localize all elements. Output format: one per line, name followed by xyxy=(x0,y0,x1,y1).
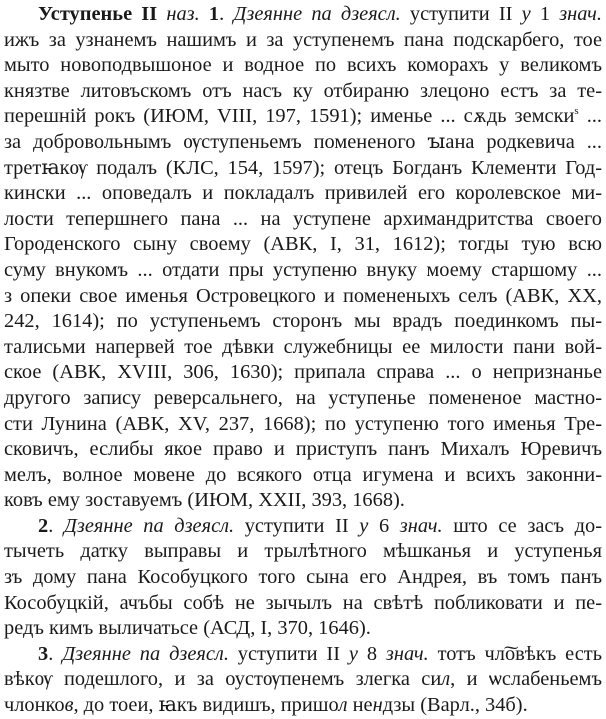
text-line xyxy=(4,693,602,719)
text-segment: 242, 1614); по уступеньемъ сторонъ мы врадъ поединкомъ пы- xyxy=(4,310,602,333)
text-line xyxy=(4,104,602,130)
text-line xyxy=(4,616,602,642)
text-line xyxy=(4,591,602,617)
text-segment: дзы (Варл., 34б). xyxy=(382,694,528,717)
italic-text: Дзеянне па дзеясл. xyxy=(63,514,235,537)
bold-text: 1 xyxy=(208,3,220,25)
text-segment: ское (АВК, XVIII, 306, 1630); припала справа ... о непризнанье xyxy=(4,361,602,384)
bold-text: Уступенье II xyxy=(38,3,158,25)
text-line xyxy=(4,207,602,233)
text-segment: . xyxy=(48,514,64,537)
bold-text: 3 xyxy=(38,642,49,665)
text-line xyxy=(4,2,602,28)
text-segment: уступити II xyxy=(228,642,349,665)
text-segment: тычеть датку выправы и трылѣтного мѣшканья и уступенья xyxy=(4,540,602,563)
italic-text: л xyxy=(441,668,451,691)
italic-text: л xyxy=(338,694,348,717)
text-line xyxy=(4,232,602,258)
text-segment: зъ дому пана Кособуцкого того сына его Андрея, въ томъ панъ xyxy=(4,566,602,589)
text-segment: третꙗкѹ подалъ (КЛС, 154, 1597); отецъ Богданъ Клементи Год- xyxy=(4,156,602,179)
text-line xyxy=(4,28,602,54)
text-segment: суму внукомъ ... отдати пры уступеню внуку моему старшому ... xyxy=(4,258,602,281)
text-line xyxy=(4,309,602,335)
text-segment: . xyxy=(219,3,234,25)
text-segment: члонко xyxy=(4,694,65,717)
text-line xyxy=(4,156,602,182)
text-line xyxy=(4,514,602,540)
text-line xyxy=(4,335,602,361)
italic-text: н xyxy=(372,694,383,717)
text-line xyxy=(4,412,602,438)
text-segment: 8 xyxy=(357,642,386,665)
text-segment: што се засъ до- xyxy=(442,514,602,537)
text-segment: мыто новоподвышоное и водное по всихъ коморахъ у великомъ xyxy=(4,54,602,77)
text-segment: 1 xyxy=(530,3,560,25)
text-segment: з опеки свое именья Островецкого и помененыхъ селъ (АВК, XX, xyxy=(4,284,602,307)
text-line xyxy=(4,386,602,412)
sense-paragraph-1 xyxy=(4,2,602,514)
sense-paragraph-3 xyxy=(4,642,602,719)
text-segment: уступити II xyxy=(234,514,360,537)
text-segment: князтве литовъскомъ отъ насъ ку отбираню злецоно естъ за те- xyxy=(4,79,602,102)
italic-text: знач. xyxy=(399,514,443,537)
text-line xyxy=(4,53,602,79)
text-line xyxy=(4,539,602,565)
text-segment: Городенского сыну своему (АВК, I, 31, 1612); тогды тую всю xyxy=(4,233,602,256)
italic-text: Дзеянне па дзеясл. xyxy=(62,642,229,665)
text-line xyxy=(4,488,602,514)
text-segment: сти Лунина (АВК, XV, 237, 1668); по уступеню того именья Тре- xyxy=(4,412,602,435)
text-segment: редъ кимъ выличатьсе (АСД, I, 370, 1646). xyxy=(4,617,371,640)
italic-text: у xyxy=(348,642,358,665)
bold-text: 2 xyxy=(38,514,49,537)
text-segment: s xyxy=(574,105,579,118)
text-line xyxy=(4,284,602,310)
text-segment: ... xyxy=(578,105,602,128)
text-segment: не xyxy=(347,694,373,717)
text-segment: лости тепершнего пана ... на уступене архимандритства своего xyxy=(4,207,602,230)
text-segment: сковичъ, еслибы якое право и приступъ панъ Михалъ Юревичъ xyxy=(4,438,602,461)
dictionary-entry xyxy=(4,2,602,719)
italic-text: наз. xyxy=(157,3,200,25)
text-segment: ижъ за узнанемъ нашимъ и за уступенемъ пана подскарбего, тое xyxy=(4,28,602,51)
text-line xyxy=(4,258,602,284)
italic-text: знач. xyxy=(559,3,602,25)
text-line xyxy=(4,79,602,105)
text-segment: перешній рокъ (ИЮМ, VIII, 197, 1591); именье ... сѫдь земски xyxy=(4,105,575,128)
text-segment: талисьми напервей тое дѣвки служебницы ее милости пани вой- xyxy=(4,335,602,358)
text-segment: , до тоеи, ꙗкъ видишъ, пришо xyxy=(73,694,339,717)
text-segment: уступити II xyxy=(400,3,522,25)
text-line xyxy=(4,130,602,156)
text-segment: Кособуцкій, ачъбы собѣ не зычылъ на свѣтѣ побликовати и пе- xyxy=(4,591,602,614)
text-segment: вѣкѹ подешлого, и за оустѹпенемъ злегка си xyxy=(4,668,442,691)
text-line xyxy=(4,463,602,489)
text-line xyxy=(4,360,602,386)
sense-paragraph-2 xyxy=(4,514,602,642)
italic-text: у xyxy=(359,514,369,537)
italic-text: Дзеянне па дзеясл. xyxy=(233,3,401,25)
text-segment: , и ѡслабеньемъ xyxy=(450,668,602,691)
text-segment: кински ... оповедалъ и покладалъ привилей его королевское ми- xyxy=(4,182,602,205)
text-segment: за добровольнымъ ѹступеньемъ помененого ꙑана родкевича ... xyxy=(4,130,602,153)
text-segment: мелъ, волное мовене до всякого отца игумена и всихъ законни- xyxy=(4,463,602,486)
italic-text: у xyxy=(521,3,531,25)
text-line xyxy=(4,181,602,207)
text-line xyxy=(4,667,602,693)
text-segment: ковъ ему зоставуемъ (ИЮМ, XXII, 393, 1668). xyxy=(4,489,405,512)
italic-text: знач. xyxy=(385,642,429,665)
text-line xyxy=(4,642,602,668)
text-segment: 6 xyxy=(368,514,400,537)
text-line xyxy=(4,437,602,463)
italic-text: в xyxy=(64,694,74,717)
text-segment: . xyxy=(48,642,63,665)
text-segment: тотъ чл͠овѣкъ есть xyxy=(428,642,602,665)
text-segment xyxy=(200,3,209,25)
text-segment: другого запису реверсальнего, на уступенье помененое мастно- xyxy=(4,386,602,409)
text-line xyxy=(4,565,602,591)
